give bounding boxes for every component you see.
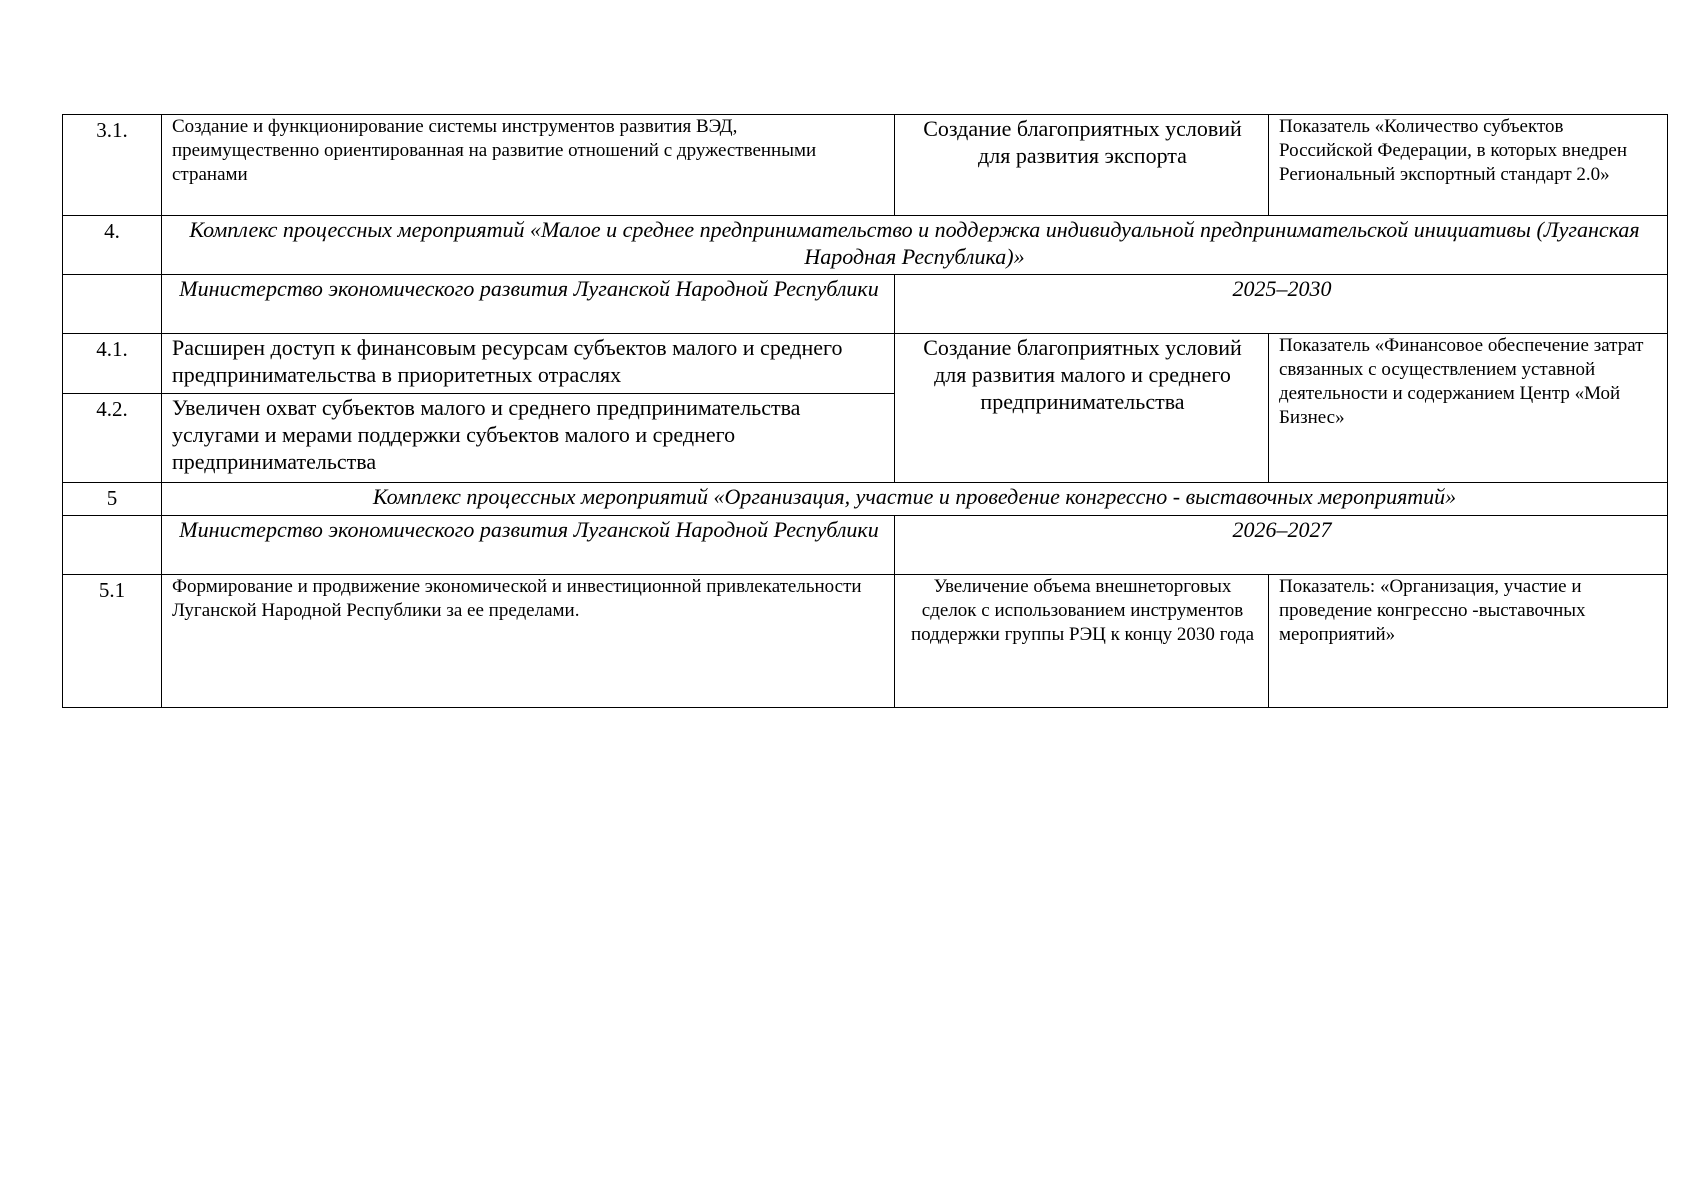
row-number: 5 [63, 483, 162, 516]
row-number: 4.1. [63, 334, 162, 394]
table-row [63, 115, 1668, 216]
table-row [63, 483, 1668, 516]
document-page [62, 114, 1667, 708]
table-row [63, 275, 1668, 334]
section-heading: Комплекс процессных мероприятий «Малое и среднее предпринимательство и поддержка индивидуальной предпринимательской инициативы (Луганская Народная Республика)» [162, 216, 1668, 275]
task-cell: Увеличен охват субъектов малого и среднего предпринимательства услугами и мерами поддержки субъектов малого и среднего предпринимательства [162, 394, 895, 483]
responsible-ministry: Министерство экономического развития Луганской Народной Республики [162, 516, 895, 575]
row-number [63, 275, 162, 334]
row-number: 4.2. [63, 394, 162, 483]
table-row [63, 516, 1668, 575]
indicator-cell: Показатель «Финансовое обеспечение затрат связанных с осуществлением уставной деятельности и содержанием Центр «Мой Бизнес» [1269, 334, 1668, 483]
row-number: 5.1 [63, 575, 162, 708]
responsible-ministry: Министерство экономического развития Луганской Народной Республики [162, 275, 895, 334]
indicator-cell: Показатель: «Организация, участие и проведение конгрессно -выставочных мероприятий» [1269, 575, 1668, 708]
row-number: 3.1. [63, 115, 162, 216]
indicator-cell: Показатель «Количество субъектов Российской Федерации, в которых внедрен Региональный экспортный стандарт 2.0» [1269, 115, 1668, 216]
row-number: 4. [63, 216, 162, 275]
row-number [63, 516, 162, 575]
implementation-period: 2026–2027 [895, 516, 1668, 575]
program-table [62, 114, 1668, 708]
task-cell: Расширен доступ к финансовым ресурсам субъектов малого и среднего предпринимательства в приоритетных отраслях [162, 334, 895, 394]
implementation-period: 2025–2030 [895, 275, 1668, 334]
table-row [63, 575, 1668, 708]
table-row [63, 334, 1668, 394]
result-cell: Увеличение объема внешнеторговых сделок с использованием инструментов поддержки группы РЭЦ к концу 2030 года [895, 575, 1269, 708]
section-heading: Комплекс процессных мероприятий «Организация, участие и проведение конгрессно - выставочных мероприятий» [162, 483, 1668, 516]
result-cell: Создание благоприятных условий для развития экспорта [895, 115, 1269, 216]
table-row [63, 216, 1668, 275]
result-cell: Создание благоприятных условий для развития малого и среднего предпринимательства [895, 334, 1269, 483]
task-cell: Формирование и продвижение экономической и инвестиционной привлекательности Луганской Народной Республики за ее пределами. [162, 575, 895, 708]
task-cell: Создание и функционирование системы инструментов развития ВЭД, преимущественно ориентированная на развитие отношений с дружественными странами [162, 115, 895, 216]
